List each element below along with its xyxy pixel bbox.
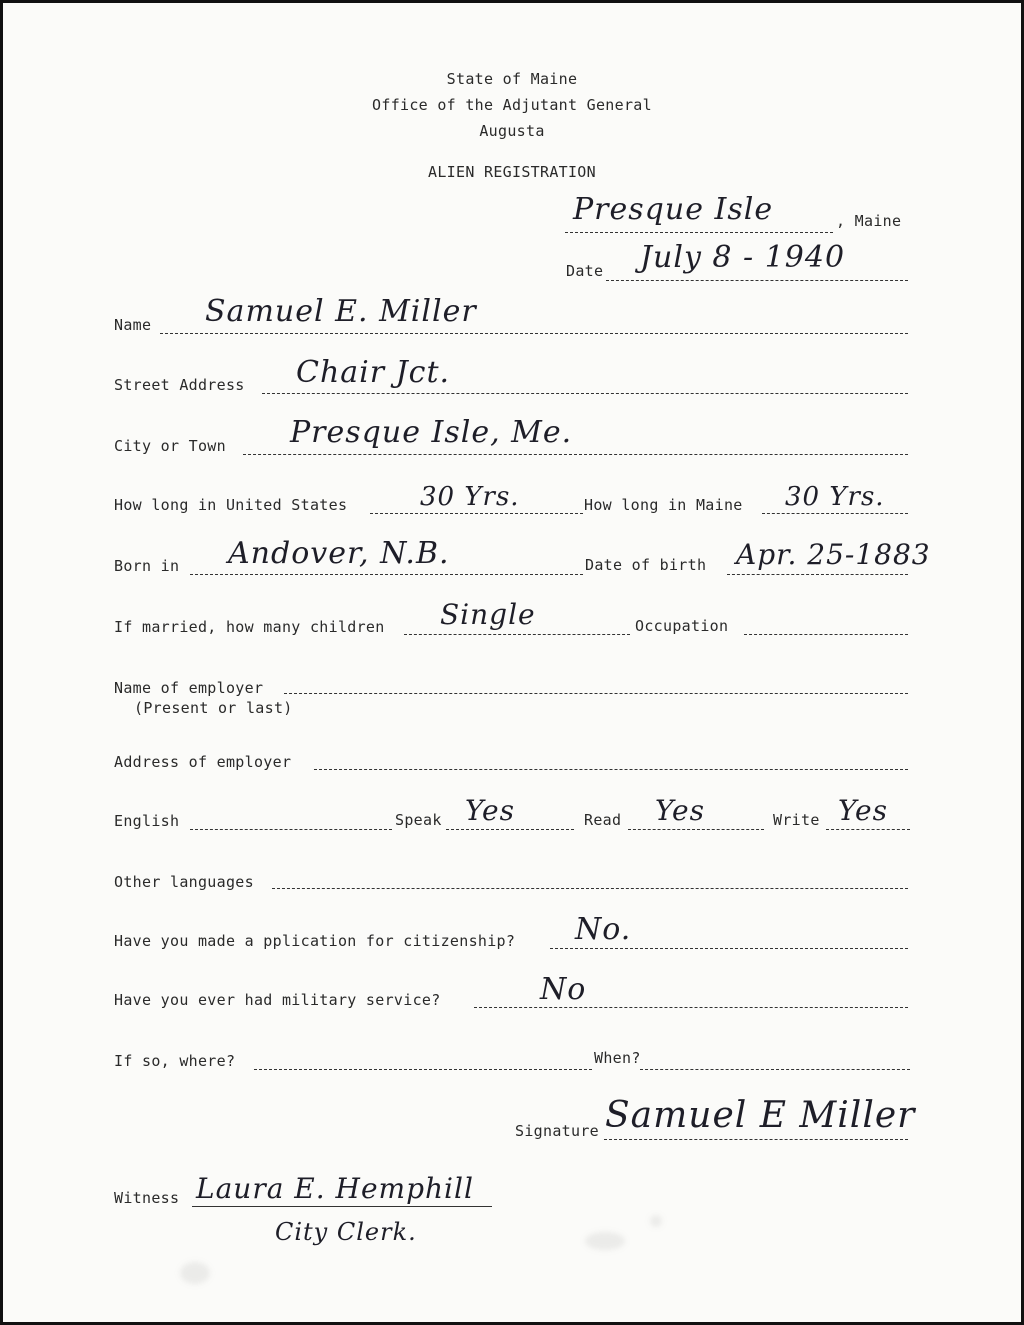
when-line <box>640 1069 910 1070</box>
read-value: Yes <box>655 794 705 827</box>
street-address-value: Chair Jct. <box>296 355 451 390</box>
street-address-line <box>262 393 908 394</box>
date-of-birth-label: Date of birth <box>585 556 707 574</box>
form-title: ALIEN REGISTRATION <box>428 163 596 181</box>
name-line <box>160 333 908 334</box>
date-value: July 8 - 1940 <box>640 240 846 275</box>
scan-smudge <box>180 1262 210 1284</box>
how-long-maine-value: 30 Yrs. <box>785 482 885 512</box>
read-label: Read <box>584 811 622 829</box>
how-long-us-label: How long in United States <box>114 496 348 514</box>
place-value: Presque Isle <box>573 192 774 227</box>
occupation-line <box>744 634 908 635</box>
write-label: Write <box>773 811 820 829</box>
witness-title: City Clerk. <box>275 1218 417 1246</box>
city-value: Presque Isle, Me. <box>290 415 573 450</box>
employer-address-line <box>314 769 908 770</box>
scan-smudge <box>585 1232 625 1250</box>
name-value: Samuel E. Miller <box>205 294 477 329</box>
when-label: When? <box>594 1049 641 1067</box>
children-label: If married, how many children <box>114 618 385 636</box>
other-languages-line <box>272 888 908 889</box>
where-line <box>254 1069 592 1070</box>
city-line <box>243 454 908 455</box>
employer-line <box>284 693 908 694</box>
street-address-label: Street Address <box>114 376 245 394</box>
born-in-label: Born in <box>114 557 180 575</box>
speak-label: Speak <box>395 811 442 829</box>
witness-label: Witness <box>114 1189 180 1207</box>
how-long-maine-line <box>762 513 908 514</box>
name-label: Name <box>114 316 152 334</box>
write-value: Yes <box>838 794 888 827</box>
date-line <box>606 280 908 281</box>
witness-value: Laura E. Hemphill <box>196 1172 474 1205</box>
born-in-value: Andover, N.B. <box>228 536 450 571</box>
how-long-maine-label: How long in Maine <box>584 496 743 514</box>
speak-value: Yes <box>465 794 515 827</box>
signature-label: Signature <box>515 1122 599 1140</box>
witness-line <box>192 1206 492 1207</box>
military-line <box>474 1007 908 1008</box>
place-line <box>565 232 833 233</box>
header-office: Office of the Adjutant General <box>372 96 652 114</box>
employer-address-label: Address of employer <box>114 753 292 771</box>
english-label: English <box>114 812 180 830</box>
military-value: No <box>540 972 587 1007</box>
employer-sublabel: (Present or last) <box>134 699 293 717</box>
header-city: Augusta <box>479 122 545 140</box>
signature-line <box>604 1139 908 1140</box>
city-label: City or Town <box>114 437 226 455</box>
employer-label: Name of employer <box>114 679 264 697</box>
signature-value: Samuel E Miller <box>605 1095 916 1136</box>
military-label: Have you ever had military service? <box>114 991 441 1009</box>
how-long-us-value: 30 Yrs. <box>420 482 520 512</box>
date-of-birth-value: Apr. 25-1883 <box>736 538 931 571</box>
header-state: State of Maine <box>446 70 578 88</box>
other-languages-label: Other languages <box>114 873 254 891</box>
occupation-label: Occupation <box>635 617 729 635</box>
born-in-line <box>190 574 583 575</box>
read-line <box>628 829 764 830</box>
english-line <box>190 829 392 830</box>
date-of-birth-line <box>727 574 908 575</box>
children-value: Single <box>440 598 536 631</box>
scan-smudge <box>650 1215 662 1227</box>
citizenship-line <box>550 948 908 949</box>
where-label: If so, where? <box>114 1052 236 1070</box>
date-label: Date <box>566 262 604 280</box>
citizenship-label: Have you made a pplication for citizenship? <box>114 932 516 950</box>
write-line <box>826 829 910 830</box>
speak-line <box>446 829 574 830</box>
how-long-us-line <box>370 513 583 514</box>
citizenship-value: No. <box>575 912 632 947</box>
place-suffix: , Maine <box>836 212 902 230</box>
children-line <box>404 634 630 635</box>
